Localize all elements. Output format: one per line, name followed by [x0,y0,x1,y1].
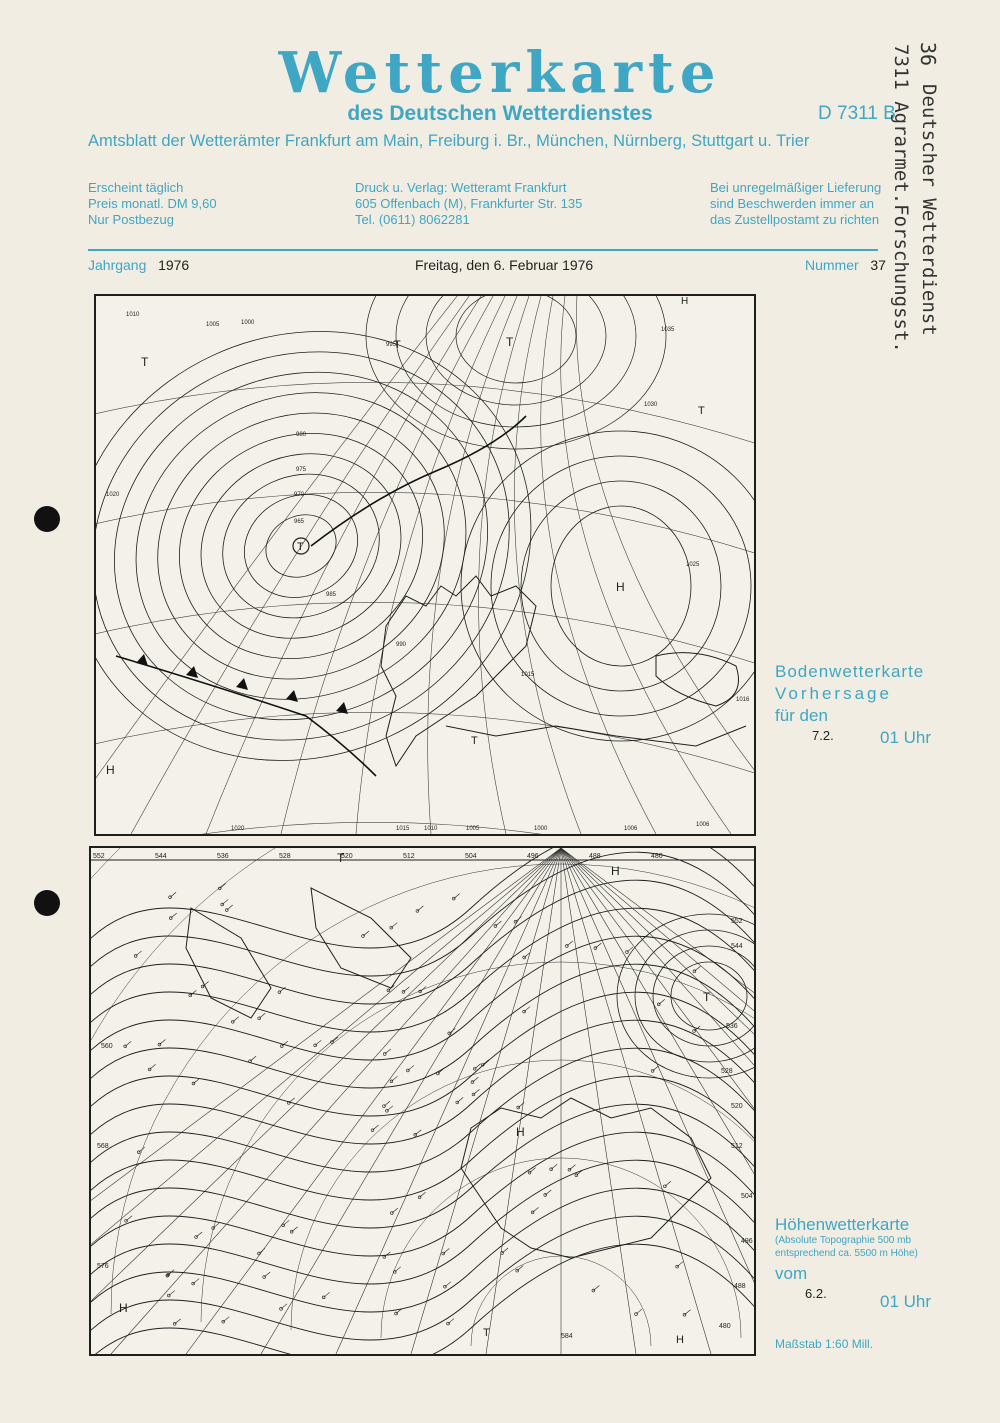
wind-barb [524,1007,530,1012]
meridian-line [131,296,476,834]
wind-barb [289,1098,295,1103]
info-line: Erscheint täglich [88,180,184,195]
meridian-line [576,296,754,834]
wind-barb [517,1266,523,1271]
contour-label: 504 [741,1193,753,1200]
wind-barb [454,894,460,899]
wind-barb [420,986,426,991]
high-pressure-symbol: H [616,580,625,594]
wind-barb [193,1279,199,1284]
contour-label: 520 [731,1103,743,1110]
contour-label: 552 [93,853,105,860]
wind-barb [395,1267,401,1272]
info-line: Nur Postbezug [88,212,174,227]
wind-barb [545,1190,551,1195]
contour-label: 536 [726,1023,738,1030]
isobar [96,296,602,834]
upper-air-map [89,846,756,1356]
isobar-label: 1030 [644,402,658,408]
wind-barb [315,1040,321,1045]
map1-caption-title: Bodenwetterkarte [775,662,925,681]
wind-barb [403,987,409,992]
publisher-info [355,180,582,228]
map2-caption-title: Höhenwetterkarte [775,1215,910,1234]
wind-barb [551,1164,557,1169]
map2-time: 01 Uhr [880,1292,932,1311]
low-pressure-symbol: T [297,541,304,553]
wind-barb [391,923,397,928]
wind-barb [159,1039,165,1044]
height-contour [617,914,754,1078]
height-contour [91,848,754,948]
meridian-line [561,848,636,1354]
isobar-label: 1015 [396,826,410,832]
meridian-line [281,296,499,834]
parallel-line [96,382,754,446]
meridian-line [96,296,465,834]
wind-barb [363,931,369,936]
wind-barb [384,1252,390,1257]
wind-barb [139,1147,145,1152]
front-marker [236,678,248,690]
isobar-label: 1020 [231,826,245,832]
stamp-line-1: Deutscher Wetterdienst [918,84,940,336]
wind-barb [677,1262,683,1267]
low-pressure-symbol: T [483,1327,490,1339]
contour-label: 496 [741,1238,753,1245]
meridian-line [111,848,561,1354]
low-pressure-symbol: T [394,339,401,351]
isobar-label: 1035 [661,327,675,333]
map1-caption-for: für den [775,706,828,725]
wind-barb [136,951,142,956]
contour-label: 512 [731,1143,743,1150]
height-contour [91,1076,754,1200]
low-pressure-symbol: T [506,335,514,349]
publication-code: D 7311 B [818,103,896,124]
wind-barb [684,1310,690,1315]
map1-date: 7.2. [812,728,834,743]
wind-barb [457,1097,463,1102]
wind-barb [443,1249,449,1254]
isobar-label: 980 [296,432,307,438]
wind-barb [283,1220,289,1225]
wind-barb [292,1227,298,1232]
wind-barb [595,943,601,948]
archive-stamp [872,44,942,384]
contour-label: 520 [341,853,353,860]
wind-barb [518,1102,524,1107]
complaints-info [710,180,881,228]
meridian-line [91,848,561,1354]
stamp-number: 36 [916,42,940,67]
wind-barb [495,921,501,926]
wind-barb [332,1037,338,1042]
high-pressure-symbol: H [119,1301,128,1315]
height-contour [91,1104,754,1228]
wind-barb [169,1291,175,1296]
wind-barb [387,1106,393,1111]
year-label: Jahrgang [88,257,147,273]
wind-barb [420,1192,426,1197]
info-line: Preis monatl. DM 9,60 [88,196,217,211]
coastline [186,908,271,1018]
info-line: Bei unregelmäßiger Lieferung [710,180,882,195]
coastline [381,576,536,766]
contour-label: 512 [403,853,415,860]
meridian-line [206,296,488,834]
contour-label: 552 [731,918,743,925]
height-contour [91,992,754,1116]
low-pressure-symbol: T [141,355,149,369]
wind-barb [533,1207,539,1212]
wind-barb [190,990,196,995]
contour-label: 480 [719,1323,731,1330]
height-contour [91,1244,754,1354]
meridian-line [186,848,561,1354]
high-pressure-symbol: H [681,296,689,307]
contour-label: 488 [734,1283,746,1290]
height-contour [91,936,754,1060]
map-scale: Maßstab 1:60 Mill. [775,1337,874,1351]
contour-label: 536 [217,853,229,860]
isobar-label: 1020 [106,492,120,498]
wind-barb [193,1078,199,1083]
isobar [426,296,606,405]
contour-label: 528 [279,853,291,860]
meridian-line [541,296,656,834]
contour-label: 544 [731,943,743,950]
issue-date: Freitag, den 6. Februar 1976 [415,257,594,273]
height-contour [91,1188,754,1312]
coastline [311,888,411,988]
wind-barb [593,1286,599,1291]
isobar-label: 990 [396,642,407,648]
masthead-title: Wetterkarte [278,40,722,106]
meridian-line [91,848,561,1354]
map2-caption-topography: (Absolute Topographie 500 mb [775,1235,912,1246]
wind-barb [448,1319,454,1324]
front-marker [136,654,148,666]
meridian-line [514,296,581,834]
year-value: 1976 [158,257,190,273]
low-pressure-symbol: T [698,405,705,417]
parallel-line [96,492,754,556]
isobar-label: 1010 [126,312,140,318]
wind-barb [281,1304,287,1309]
wind-barb [502,1248,508,1253]
wind-barb [392,1208,398,1213]
meridian-line [561,848,711,1354]
contour-label: 496 [527,853,539,860]
wind-barb [220,883,226,888]
contour-label: 568 [97,1143,109,1150]
wind-barb [324,1292,330,1297]
info-line: Druck u. Verlag: Wetteramt Frankfurt [355,180,567,195]
coastline [656,653,739,706]
map1-caption-forecast: Vorhersage [775,684,892,703]
wind-barb [264,1272,270,1277]
high-pressure-symbol: H [611,864,620,878]
wind-barb [373,1125,379,1130]
isobar [461,431,754,741]
isobar [96,312,545,781]
height-contour [91,1132,754,1256]
isobar-label: 970 [294,492,305,498]
isobar-label: 1006 [624,826,638,832]
number-value: 37 [870,257,886,273]
upper-map-svg [91,848,754,1354]
wind-barb [385,1049,391,1054]
contour-label: 488 [589,853,601,860]
wind-barb [483,1060,489,1065]
info-line: 605 Offenbach (M), Frankfurter Str. 135 [355,196,583,211]
high-pressure-symbol: H [516,1125,525,1139]
parallel-line [291,1060,754,1330]
low-pressure-symbol: T [337,851,345,865]
info-line: Tel. (0611) 8062281 [355,212,470,227]
isobar-label: 1025 [686,562,700,568]
wind-barb [125,1041,131,1046]
isobar-label: 1015 [521,672,535,678]
isobar-label: 1006 [696,822,710,828]
wind-barb [567,941,573,946]
masthead-subtitle: des Deutschen Wetterdienstes [347,102,653,125]
meridian-line [561,296,731,834]
front-marker [286,690,298,702]
coastline [446,726,746,746]
isobar-label: 1000 [534,826,548,832]
isobar-label: 1005 [466,826,480,832]
meridian-line [336,848,561,1354]
wind-barb [170,892,176,897]
wind-barb [473,1089,479,1094]
wind-barb [515,917,521,922]
year-block [88,257,189,273]
wind-barb [150,1064,156,1069]
meridian-line [91,848,561,1354]
height-contour [91,1160,754,1284]
surface-weather-map [94,294,756,836]
isobar-label: 965 [294,519,305,525]
wind-barb [659,999,665,1004]
isobar-label: 975 [296,467,307,473]
contour-label: 480 [651,853,663,860]
wind-barb [171,913,177,918]
wind-barb [569,1165,575,1170]
isobar-label: 995 [386,342,397,348]
isobar-label: 1005 [206,322,220,328]
isobar-label: 1010 [424,826,438,832]
parallel-line [96,602,754,666]
punch-hole [34,890,60,916]
map2-caption-from: vom [775,1264,808,1283]
wind-barb [223,1317,229,1322]
wind-barb [472,1077,478,1082]
wind-barb [222,899,228,904]
high-pressure-symbol: H [106,763,115,777]
wind-barb [415,1130,421,1135]
stamp-line-2: 7311 Agrarmet.Forschungsst. [890,44,912,353]
parallel-line [201,962,754,1322]
wind-barb [196,1232,202,1237]
wind-barb [449,1028,455,1033]
punch-hole [34,506,60,532]
wind-barb [408,1065,414,1070]
wind-barb [250,1056,256,1061]
high-pressure-symbol: H [676,1334,684,1346]
contour-label: 544 [155,853,167,860]
map1-time: 01 Uhr [880,728,932,747]
wind-barb [259,1013,265,1018]
wind-barb [175,1319,181,1324]
wind-barb [636,1309,642,1314]
isobar-label: 1016 [736,697,750,703]
meridian-line [428,296,522,834]
contour-label: 528 [721,1068,733,1075]
contour-label: 584 [561,1333,573,1340]
header-divider [88,249,878,251]
subscription-info [88,180,217,228]
wind-barb [126,1216,132,1221]
wind-barb [445,1282,451,1287]
low-pressure-symbol: T [703,990,711,1004]
contour-label: 504 [465,853,477,860]
contour-label: 560 [101,1043,113,1050]
number-label: Nummer [805,257,859,273]
low-pressure-symbol: T [471,735,478,747]
isobar-label: 985 [326,592,337,598]
wind-barb [259,1248,265,1253]
wind-barb [227,905,233,910]
front-marker [336,702,348,714]
wind-barb [417,906,423,911]
meridian-line [411,848,561,1354]
info-line: sind Beschwerden immer an [710,196,875,211]
wind-barb [665,1181,671,1186]
info-line: das Zustellpostamt zu richten [710,212,880,227]
wind-barb [391,1076,397,1081]
wind-barb [384,1101,390,1106]
publisher-line: Amtsblatt der Wetterämter Frankfurt am Main, Freiburg i. Br., München, Nürnberg, Stuttgart u. Trier [88,132,810,150]
map2-date: 6.2. [805,1286,827,1301]
isobar [456,296,576,383]
wind-barb [694,966,700,971]
wind-barb [233,1017,239,1022]
surface-map-svg [96,296,754,834]
coastline [461,1098,711,1258]
contour-label: 576 [97,1263,109,1270]
isobar-label: 1000 [241,320,255,326]
wind-barb [653,1066,659,1071]
map2-caption-height: entsprechend ca. 5500 m Höhe) [775,1248,918,1259]
